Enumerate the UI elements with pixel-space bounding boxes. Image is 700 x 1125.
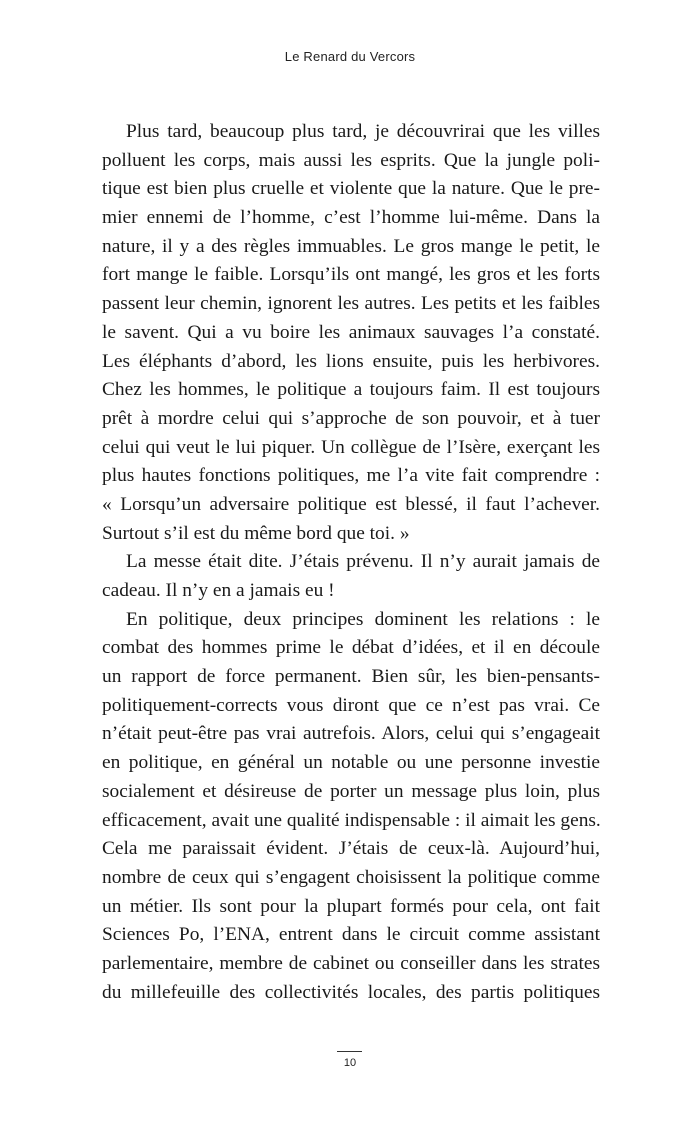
text-line: parlementaire, membre de cabinet ou conseiller dans les strates xyxy=(102,952,600,974)
paragraph-1 xyxy=(102,118,600,548)
body-text xyxy=(102,118,600,1007)
text-line: Les éléphants d’abord, les lions ensuite, puis les herbivores. xyxy=(102,350,600,372)
paragraph-3 xyxy=(102,606,600,1008)
text-line: La messe était dite. J’étais prévenu. Il n’y aurait jamais de xyxy=(126,551,600,573)
folio-rule xyxy=(337,1051,362,1052)
page-number: 10 xyxy=(343,1057,357,1069)
text-line: Cela me paraissait évident. J’étais de ceux-là. Aujourd’hui, xyxy=(102,838,600,860)
text-line: nature, il y a des règles immuables. Le gros mange le petit, le xyxy=(102,235,600,257)
text-line: en politique, en général un notable ou une personne investie xyxy=(102,752,600,774)
text-line: combat des hommes prime le débat d’idées, et il en découle xyxy=(102,637,600,659)
text-line: socialement et désireuse de porter un message plus loin, plus xyxy=(102,780,600,802)
paragraph-2 xyxy=(102,548,600,605)
text-line: Surtout s’il est du même bord que toi. » xyxy=(102,522,410,544)
text-line: Sciences Po, l’ENA, entrent dans le circuit comme assistant xyxy=(102,924,600,946)
text-line: Chez les hommes, le politique a toujours faim. Il est toujours xyxy=(102,379,600,401)
text-line: du millefeuille des collectivités locales, des partis politiques xyxy=(102,981,600,1003)
text-line: cadeau. Il n’y en a jamais eu ! xyxy=(102,580,335,601)
text-line: celui qui veut le lui piquer. Un collègue de l’Isère, exerçant les xyxy=(102,436,600,458)
text-line: polluent les corps, mais aussi les esprits. Que la jungle poli- xyxy=(102,149,600,171)
text-line: le savent. Qui a vu boire les animaux sauvages l’a constaté. xyxy=(102,321,600,343)
text-line: passent leur chemin, ignorent les autres. Les petits et les faibles xyxy=(102,293,600,315)
text-line: prêt à mordre celui qui s’approche de son pouvoir, et à tuer xyxy=(102,407,600,429)
text-line: nombre de ceux qui s’engagent choisissent la politique comme xyxy=(102,866,600,888)
text-line: efficacement, avait une qualité indispensable : il aimait les gens. xyxy=(102,809,601,831)
text-line: n’était peut-être pas vrai autrefois. Alors, celui qui s’engageait xyxy=(102,723,600,745)
text-line: « Lorsqu’un adversaire politique est blessé, il faut l’achever. xyxy=(102,493,600,515)
text-line: un métier. Ils sont pour la plupart formés pour cela, ont fait xyxy=(102,895,600,917)
text-line: tique est bien plus cruelle et violente que la nature. Que le pre- xyxy=(102,178,600,200)
text-line: politiquement-corrects vous diront que ce n’est pas vrai. Ce xyxy=(102,694,600,716)
text-line: mier ennemi de l’homme, c’est l’homme lui-même. Dans la xyxy=(102,207,600,229)
text-line: Plus tard, beaucoup plus tard, je découvrirai que les villes xyxy=(126,121,600,142)
text-line: un rapport de force permanent. Bien sûr, les bien-pensants- xyxy=(102,666,600,688)
text-line: plus hautes fonctions politiques, me l’a vite fait comprendre : xyxy=(102,465,600,487)
text-line: fort mange le faible. Lorsqu’ils ont mangé, les gros et les forts xyxy=(102,264,600,286)
text-line: En politique, deux principes dominent les relations : le xyxy=(126,608,600,630)
running-head-title: Le Renard du Vercors xyxy=(284,49,416,64)
